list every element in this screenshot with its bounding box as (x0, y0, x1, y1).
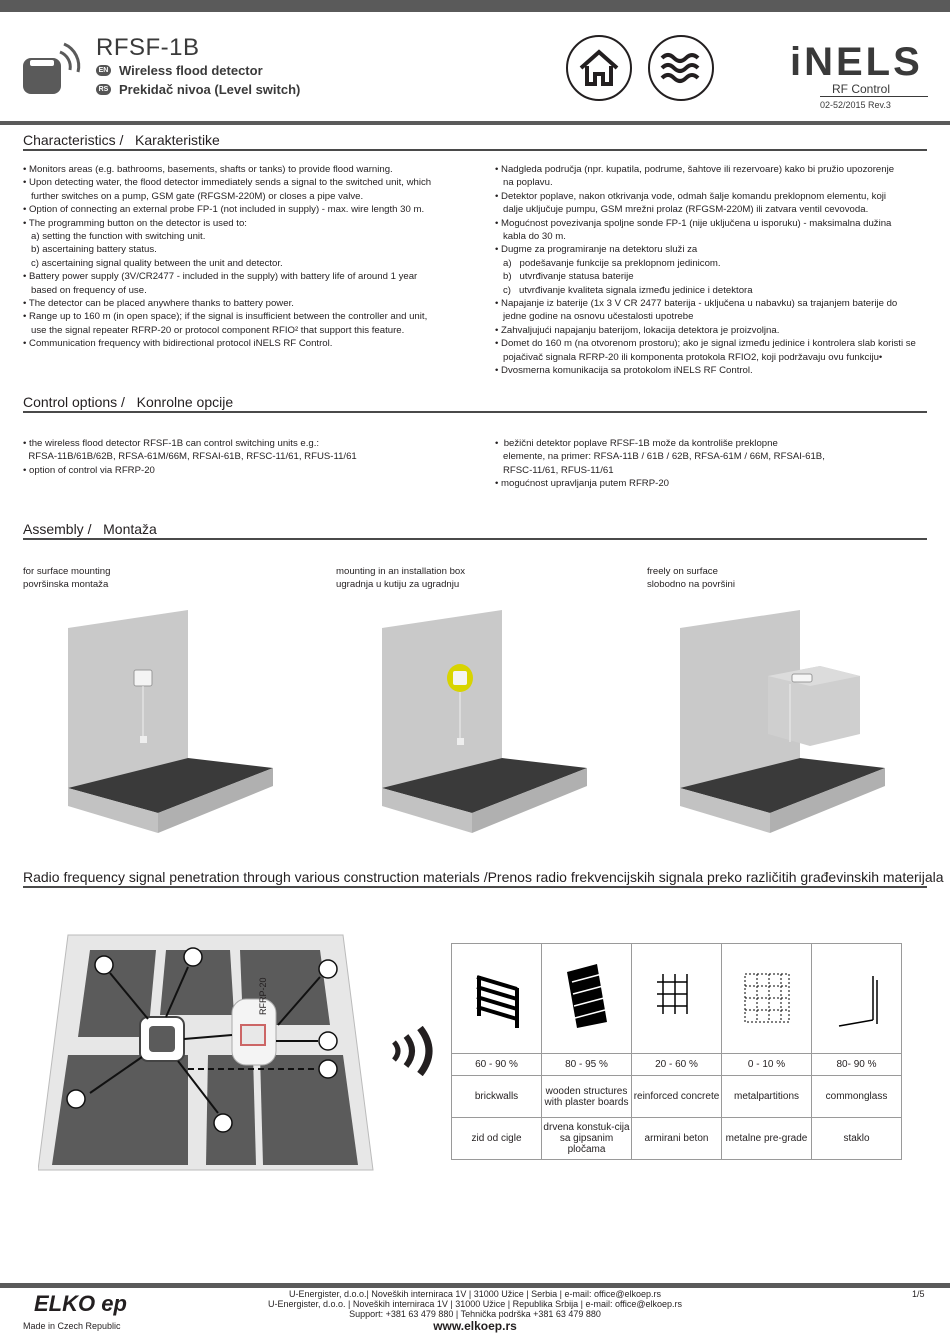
materials-en-row (452, 1076, 902, 1118)
signal-floorplan-diagram (38, 925, 378, 1175)
section-title-en: Control options / (23, 394, 133, 410)
footer-line-1: U-Energister, d.o.o.| Noveških interniraca 1V | 31000 Užice | Serbia | e-mail: office@elkoep.rs (289, 1289, 661, 1299)
text-line: based on frequency of use. (23, 284, 147, 296)
text-line: b) utvrđivanje statusa baterije (495, 271, 634, 283)
label-en: freely on surface (647, 566, 718, 577)
subtitle-rs-text: Prekidač nivoa (Level switch) (119, 82, 301, 97)
metal-partition-icon (737, 962, 797, 1032)
text-line: • mogućnost upravljanja putem RFRP-20 (495, 478, 669, 490)
elko-logo: ELKO ep (34, 1291, 127, 1316)
label-en: mounting in an installation box (336, 566, 466, 577)
section-title-rs: Prenos radio frekvencijskih signala preko različitih građevinskih materijala (487, 869, 944, 885)
footer-line-3: Support: +381 63 479 880 | Tehnička podrška +381 63 479 880 (349, 1309, 601, 1319)
section-assembly (23, 521, 927, 540)
box-mount-illustration (372, 608, 594, 840)
percent-cell: 60 - 90 % (452, 1054, 542, 1076)
text-line: RFSC-11/61, RFUS-11/61 (495, 464, 614, 476)
wireless-detector-icon (20, 38, 82, 98)
text-line: b) ascertaining battery status. (23, 244, 157, 256)
footer-rule (0, 1283, 950, 1288)
text-line: • Option of connecting an external probe FP-1 (not included in supply) - max. wire length 30 m. (23, 204, 425, 216)
assembly-label-surface (23, 565, 110, 591)
section-characteristics (23, 132, 927, 151)
section-title-rs: Konrolne opcije (132, 394, 234, 410)
text-line: • Zahvaljujući napajanju baterijom, lokacija detektora je proizvoljna. (495, 324, 780, 336)
free-surface-illustration (670, 608, 892, 840)
wooden-structure-icon (557, 962, 617, 1032)
material-cell (812, 944, 902, 1054)
radio-waves-icon (388, 1026, 438, 1076)
materials-rs-row (452, 1118, 902, 1160)
text-line: • Range up to 160 m (in open space); if the signal is insufficient between the controller and unit, (23, 311, 428, 323)
text-line: • The programming button on the detector is used to: (23, 217, 247, 229)
material-cell (452, 944, 542, 1054)
materials-image-row (452, 944, 902, 1054)
text-line: jedne godine na osnovu učestalosti upotrebe (495, 311, 694, 323)
footer-line-2: U-Energister, d.o.o. | Noveških interniraca 1V | 31000 Užice | Republika Srbija | e-mail: office@elkoep.rs (267, 1299, 682, 1309)
text-line: a) setting the function with switching unit. (23, 231, 206, 243)
reinforced-concrete-icon (647, 962, 707, 1032)
material-en: wooden structures with plaster boards (542, 1076, 632, 1118)
materials-table (451, 943, 902, 1160)
assembly-label-box (336, 565, 465, 591)
brand-sub: RF Control (832, 82, 891, 96)
material-cell (722, 944, 812, 1054)
section-title-rs: Karakteristike (131, 132, 220, 148)
subtitle-rs (96, 82, 300, 97)
text-line: elemente, na primer: RFSA-11B / 61B / 62B, RFSA-61M / 66M, RFSAI-61B, (495, 451, 825, 463)
text-line: a) podešavanje funkcije sa preklopnom jedinicom. (495, 257, 721, 269)
material-rs: staklo (812, 1118, 902, 1160)
water-waves-icon (648, 35, 714, 101)
footer-web[interactable]: www.elkoep.rs (433, 1319, 517, 1333)
top-bar (0, 0, 950, 12)
percent-cell: 0 - 10 % (722, 1054, 812, 1076)
revision: 02-52/2015 Rev.3 (820, 100, 891, 110)
subtitle-en-text: Wireless flood detector (119, 63, 263, 78)
text-line: na poplavu. (495, 177, 553, 189)
material-rs: armirani beton (632, 1118, 722, 1160)
percent-cell: 80- 90 % (812, 1054, 902, 1076)
material-en: reinforced concrete (632, 1076, 722, 1118)
text-line: c) ascertaining signal quality between the unit and detector. (23, 257, 283, 269)
text-line: • Napajanje iz baterije (1x 3 V CR 2477 baterija - uključena u nabavku) sa trajanjem baterije do (495, 298, 898, 310)
text-line: • Upon detecting water, the flood detector immediately sends a signal to the switched unit, which (23, 177, 432, 189)
characteristics-rs (495, 163, 916, 378)
lang-badge-en: EN (96, 65, 111, 76)
surface-mount-illustration (58, 608, 280, 840)
house-icon (566, 35, 632, 101)
text-line: • bežični detektor poplave RFSF-1B može da kontroliše preklopne (495, 438, 778, 449)
label-rs: površinska montaža (23, 579, 109, 590)
text-line: • Dugme za programiranje na detektoru služi za (495, 244, 698, 256)
text-line: dalje uključuje pumpu, GSM mrežni prolaz (RFGSM-220M) ili zatvara ventil cevovoda. (495, 204, 869, 216)
text-line: • Nadgleda područja (npr. kupatila, podrume, šahtove ili rezervoare) kako bi pružio upozorenje (495, 164, 895, 175)
brand-logo: iNELS (790, 40, 923, 84)
label-en: for surface mounting (23, 566, 111, 577)
material-rs: zid od cigle (452, 1118, 542, 1160)
lang-badge-rs: RS (96, 84, 111, 95)
text-line: • the wireless flood detector RFSF-1B can control switching units e.g.: (23, 438, 320, 449)
control-en (23, 437, 357, 477)
section-title-rs: Montaža (99, 521, 157, 537)
label-rs: ugradnja u kutiju za ugradnju (336, 579, 460, 590)
text-line: kabla do 30 m. (495, 231, 566, 243)
material-rs: drvena konstuk-cija sa gipsanim pločama (542, 1118, 632, 1160)
repeater-label: RFRP-20 (258, 977, 268, 1015)
section-control (23, 394, 927, 413)
material-en: brickwalls (452, 1076, 542, 1118)
assembly-label-free (647, 565, 735, 591)
control-rs (495, 437, 825, 491)
section-radio (23, 869, 944, 888)
text-line: use the signal repeater RFRP-20 or protocol component RFIO² that support this feature. (23, 324, 405, 336)
text-line: pojačivač signala RFRP-20 ili komponenta protokola RFIO2, koji podržavaju ovu funkciju• (495, 351, 883, 363)
text-line: • Detektor poplave, nakon otkrivanja vode, odmah šalje komandu preklopnom elementu, koji (495, 190, 887, 202)
header-rule (0, 121, 950, 125)
brick-wall-icon (467, 962, 527, 1032)
made-in: Made in Czech Republic (23, 1321, 121, 1331)
characteristics-en (23, 163, 431, 351)
material-en: commonglass (812, 1076, 902, 1118)
percent-cell: 80 - 95 % (542, 1054, 632, 1076)
materials-percent-row (452, 1054, 902, 1076)
text-line: • Communication frequency with bidirectional protocol iNELS RF Control. (23, 338, 333, 350)
material-cell (632, 944, 722, 1054)
text-line: • Battery power supply (3V/CR2477 - included in the supply) with battery life of around 1 year (23, 271, 418, 283)
material-cell (542, 944, 632, 1054)
subtitle-en (96, 63, 263, 78)
product-title: RFSF-1B (96, 34, 200, 61)
section-title-en: Radio frequency signal penetration through various construction materials / (23, 869, 488, 885)
section-title-en: Assembly / (23, 521, 100, 537)
section-title-en: Characteristics / (23, 132, 132, 148)
glass-icon (827, 962, 887, 1032)
material-en: metalpartitions (722, 1076, 812, 1118)
text-line: • Mogućnost povezivanja spoljne sonde FP-1 (nije uključena u isporuku) - maksimalna dužina (495, 217, 892, 229)
text-line: • Domet do 160 m (na otvorenom prostoru); ako je signal između jedinice i kontrolera slab koristi se (495, 338, 916, 350)
label-rs: slobodno na površini (647, 579, 736, 590)
text-line: • The detector can be placed anywhere thanks to battery power. (23, 298, 294, 310)
text-line: • Dvosmerna komunikacija sa protokolom iNELS RF Control. (495, 365, 753, 377)
percent-cell: 20 - 60 % (632, 1054, 722, 1076)
material-rs: metalne pre-grade (722, 1118, 812, 1160)
text-line: c) utvrđivanje kvaliteta signala između jedinice i detektora (495, 284, 753, 296)
text-line: further switches on a pump, GSM gate (RFGSM-220M) or closes a pipe valve. (23, 190, 364, 202)
brand-divider (820, 96, 928, 97)
page-number: 1/5 (912, 1289, 925, 1299)
text-line: • Monitors areas (e.g. bathrooms, basements, shafts or tanks) to provide flood warning. (23, 164, 393, 175)
text-line: • option of control via RFRP-20 (23, 464, 155, 476)
text-line: RFSA-11B/61B/62B, RFSA-61M/66M, RFSAI-61B, RFSC-11/61, RFUS-11/61 (23, 451, 357, 463)
